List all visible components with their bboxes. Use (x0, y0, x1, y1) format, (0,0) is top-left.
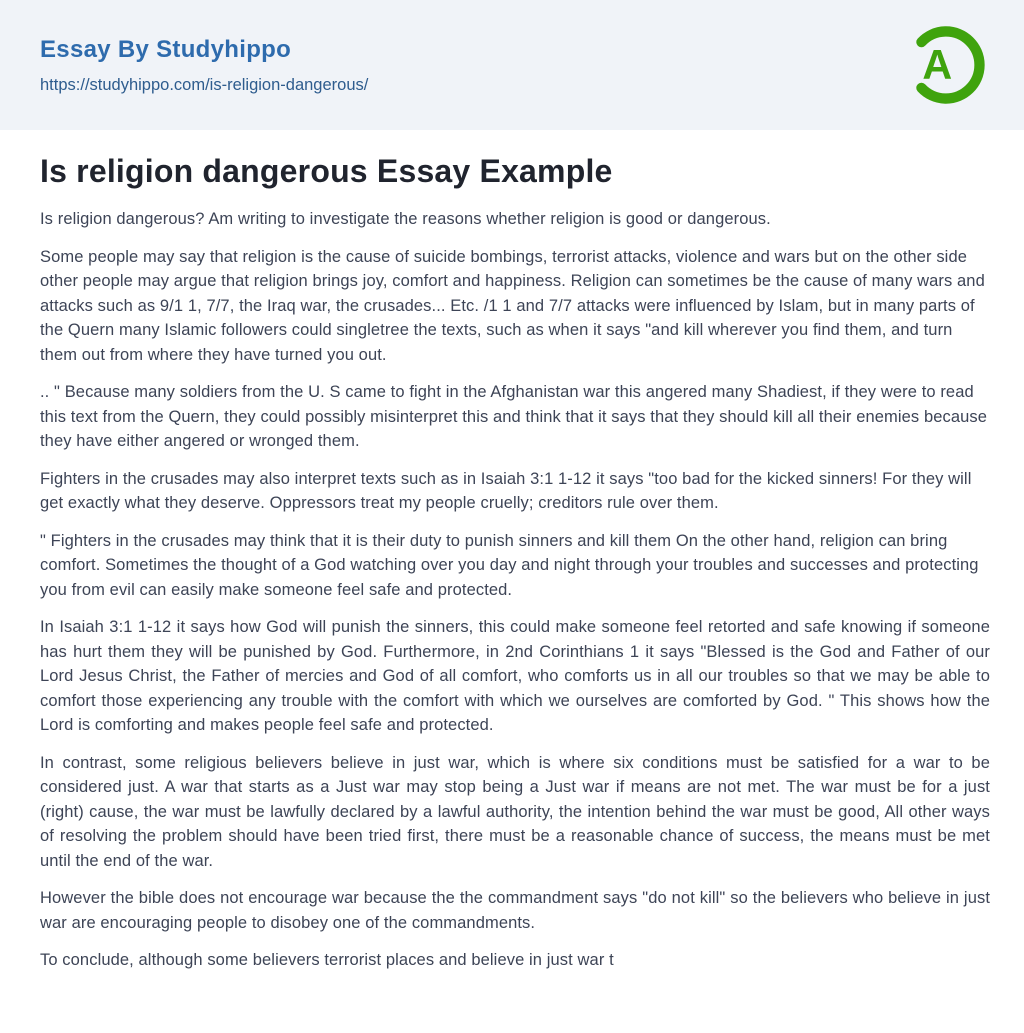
essay-paragraph: Is religion dangerous? Am writing to investigate the reasons whether religion is good or dangerous. (40, 210, 771, 228)
essay-article (0, 152, 1024, 973)
svg-text:A: A (922, 41, 953, 88)
site-title-link[interactable]: Essay By Studyhippo (40, 35, 292, 63)
page-url-link[interactable]: https://studyhippo.com/is-religion-dangerous/ (40, 75, 369, 94)
header-text-block (40, 36, 368, 95)
page-title: Is religion dangerous Essay Example (40, 153, 613, 189)
essay-paragraph: However the bible does not encourage war because the the commandment says "do not kill" so the believers who believe in just war are encouraging people to disobey one of the commandments. (40, 889, 990, 932)
essay-paragraph: Fighters in the crusades may also interpret texts such as in Isaiah 3:1 1-12 it says "too bad for the kicked sinners! For they will get exactly what they deserve. Oppressors treat my people cruelly; creditors rule over them. (40, 469, 972, 512)
essay-paragraph: To conclude, although some believers terrorist places and believe in just war t (40, 951, 614, 969)
essay-paragraph: In Isaiah 3:1 1-12 it says how God will punish the sinners, this could make someone feel retorted and safe knowing if someone has hurt them they will be punished by God. Furthermore, in 2nd Corinthians 1 it says "Blessed is the God and Father of our Lord Jesus Christ, the Father of mercies and God of all comfort, who comforts us in all our troubles so that we may be able to comfort those experiencing any trouble with the comfort with which we ourselves are comforted by God. " This shows how the Lord is comforting and makes people feel safe and protected. (40, 618, 990, 734)
studyhippo-logo[interactable] (902, 20, 988, 110)
essay-paragraph: In contrast, some religious believers believe in just war, which is where six conditions must be satisfied for a war to be considered just. A war that starts as a Just war may stop being a Just war if means are not met. The war must be for a just (right) cause, the war must be lawfully declared by a lawful authority, the intention behind the war must be good, All other ways of resolving the problem should have been tried first, there must be a reasonable chance of success, the means must be met until the end of the war. (40, 753, 990, 870)
essay-paragraph: Some people may say that religion is the cause of suicide bombings, terrorist attacks, violence and wars but on the other side other people may argue that religion brings joy, comfort and happiness. Religion can sometimes be the cause of many wars and attacks such as 9/1 1, 7/7, the Iraq war, the crusades... Etc. /1 1 and 7/7 attacks were influenced by Islam, but in many parts of the Quern many Islamic followers could singletree the texts, such as when it says "and kill wherever you find them, and turn them out from where they have turned you out. (40, 247, 985, 364)
essay-paragraph: .. " Because many soldiers from the U. S came to fight in the Afghanistan war this angered many Shadiest, if they were to read this text from the Quern, they could possibly misinterpret this and think that it says that they should kill all their enemies because they have either angered or wronged them. (40, 383, 988, 450)
studyhippo-logo-icon (902, 20, 988, 110)
page-header (0, 0, 1024, 130)
essay-paragraph: " Fighters in the crusades may think that it is their duty to punish sinners and kill them On the other hand, religion can bring comfort. Sometimes the thought of a God watching over you day and night through your troubles and successes and protecting you from evil can easily make someone feel safe and protected. (40, 531, 979, 599)
